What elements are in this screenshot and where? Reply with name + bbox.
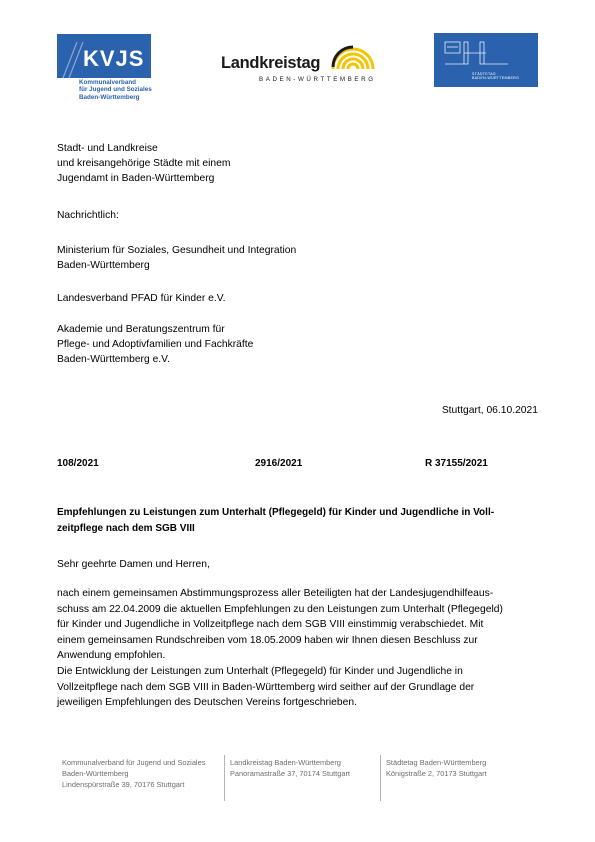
recipient-line: Landesverband PFAD für Kinder e.V. xyxy=(57,293,226,304)
cc-label xyxy=(57,208,119,223)
reference-number: R 37155/2021 xyxy=(425,458,488,469)
salutation: Sehr geehrte Damen und Herren, xyxy=(57,559,210,570)
reference-number: 2916/2021 xyxy=(255,458,303,469)
kvjs-logo-mark xyxy=(57,34,151,78)
kvjs-logo xyxy=(57,34,166,108)
staedtetag-logo-text xyxy=(472,72,519,80)
recipient-block xyxy=(57,322,253,367)
recipient-line: Baden-Württemberg xyxy=(57,260,150,271)
staedtetag-logo xyxy=(434,33,538,87)
staedtetag-logo-line: STÄDTETAG xyxy=(472,72,496,76)
kvjs-logo-line: für Jugend und Soziales xyxy=(79,86,152,94)
footer-address-staedtetag xyxy=(386,757,487,779)
body-line: Die Entwicklung der Leistungen zum Unterhalt (Pflegegeld) für Kinder und Jugendliche in xyxy=(57,665,463,677)
kvjs-logo-line: Kommunalverband xyxy=(79,79,137,86)
recipient-block xyxy=(57,243,296,273)
letter-subject xyxy=(57,505,541,537)
reference-number: 108/2021 xyxy=(57,458,99,469)
kvjs-logo-wordmark: KVJS xyxy=(83,46,145,71)
footer-divider xyxy=(224,755,225,801)
recipient-block xyxy=(57,291,225,306)
staedtetag-logo-line: BADEN-WÜRTTEMBERG xyxy=(472,76,520,81)
recipient-line: Baden-Württemberg e.V. xyxy=(57,354,170,365)
footer-line: Panoramastraße 37, 70174 Stuttgart xyxy=(230,769,350,778)
footer-line: Landkreistag Baden-Württemberg xyxy=(230,758,341,767)
body-line: jeweiligen Empfehlungen des Deutschen Vereins fortgeschrieben. xyxy=(57,697,357,709)
footer-line: Königstraße 2, 70173 Stuttgart xyxy=(386,769,487,778)
footer-line: Städtetag Baden-Württemberg xyxy=(386,758,487,767)
letter-date: Stuttgart, 06.10.2021 xyxy=(441,405,538,416)
landkreistag-arc-icon xyxy=(331,33,375,69)
kvjs-logo-text xyxy=(79,79,169,101)
landkreistag-logo-name: Landkreistag xyxy=(221,54,321,72)
landkreistag-logo-subtitle: BADEN-WÜRTTEMBERG xyxy=(259,76,376,83)
recipient-line: Akademie und Beratungszentrum für xyxy=(57,324,225,335)
footer-address-kvjs xyxy=(62,757,205,790)
letter-body xyxy=(57,586,503,711)
recipient-line: Ministerium für Soziales, Gesundheit und Integration xyxy=(57,245,297,256)
recipient-line: Pflege- und Adoptivfamilien und Fachkräfte xyxy=(57,339,254,350)
body-line: Anwendung empfohlen. xyxy=(57,650,166,662)
recipient-line: und kreisangehörige Städte mit einem xyxy=(57,158,231,169)
body-line: Vollzeitpflege nach dem SGB VIII in Baden-Württemberg wird seither auf der Grundlage der xyxy=(57,681,475,693)
landkreistag-logo xyxy=(221,33,376,85)
body-line: einem gemeinsamen Rundschreiben vom 18.05.2009 haben wir Ihnen diesen Beschluss zur xyxy=(57,634,478,646)
footer-address-landkreistag xyxy=(230,757,350,779)
footer-line: Baden-Württemberg xyxy=(62,769,129,778)
recipient-line: Jugendamt in Baden-Württemberg xyxy=(57,173,215,184)
recipient-line: Stadt- und Landkreise xyxy=(57,143,158,154)
body-line: schuss am 22.04.2009 die aktuellen Empfehlungen zu den Leistungen zum Unterhalt (Pflegegeld) xyxy=(57,603,503,615)
footer-line: Lindenspürstraße 39, 70176 Stuttgart xyxy=(62,780,185,789)
body-line: nach einem gemeinsamen Abstimmungsprozess aller Beteiligten hat der Landesjugendhilfeaus- xyxy=(57,588,494,599)
kvjs-logo-line: Baden-Württemberg xyxy=(79,93,140,101)
subject-line: Empfehlungen zu Leistungen zum Unterhalt (Pflegegeld) für Kinder und Jugendliche in Voll- xyxy=(57,507,495,518)
body-line: für Kinder und Jugendliche in Vollzeitpflege nach dem SGB VIII einstimmig verabschiedet. Mit xyxy=(57,619,484,631)
footer-divider xyxy=(380,755,381,801)
recipient-block xyxy=(57,141,230,186)
subject-line: zeitpflege nach dem SGB VIII xyxy=(57,523,195,534)
footer-line: Kommunalverband für Jugend und Soziales xyxy=(62,758,206,767)
cc-label-text: Nachrichtlich: xyxy=(57,210,119,221)
